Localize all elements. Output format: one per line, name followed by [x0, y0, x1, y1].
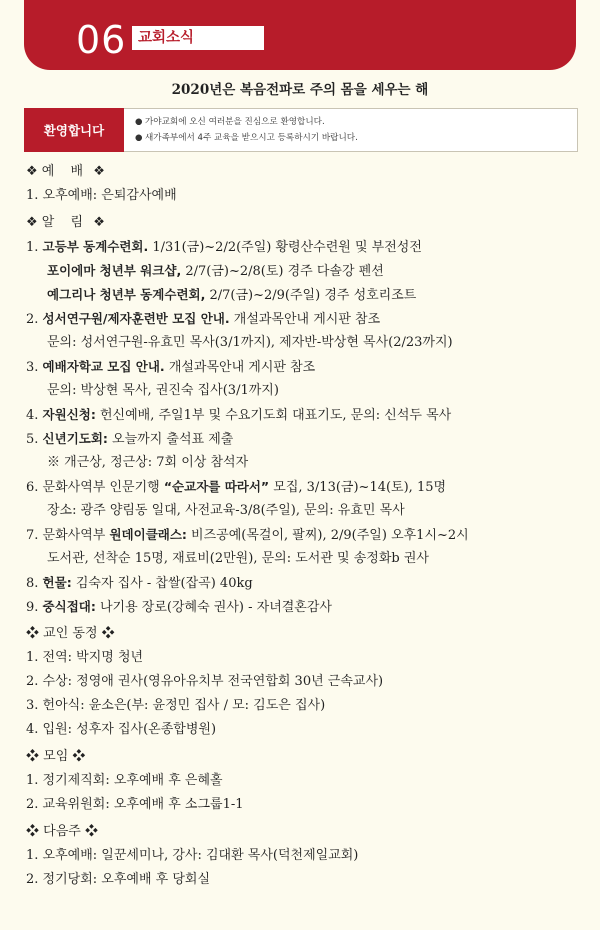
list-item: 3. 헌아식: 윤소은(부: 윤정민 집사 / 모: 김도은 집사) [26, 698, 326, 713]
welcome-box [24, 108, 578, 152]
list-item: 장소: 광주 양림동 일대, 사전교육-3/8(주일), 문의: 유효민 목사 [47, 503, 405, 518]
list-item: 도서관, 선착순 15명, 재료비(2만원), 문의: 도서관 및 송정화b 권사 [47, 551, 429, 566]
bullet-icon: ● [135, 133, 143, 143]
diamond-icon: ❖ [101, 626, 115, 641]
list-item: 2. 성서연구원/제자훈련반 모집 안내. 개설과목안내 게시판 참조 [26, 311, 381, 327]
list-item: 문의: 박상현 목사, 권진숙 집사(3/1까지) [47, 383, 279, 398]
section-heading-next-week: ❖ 다음주 ❖ [26, 824, 98, 839]
list-item: 문의: 성서연구원-유효민 목사(3/1까지), 제자반-박상현 목사(2/23까지) [47, 335, 453, 350]
news-content [26, 160, 576, 892]
list-item: 1. 고등부 동계수련회. 1/31(금)~2/2(주일) 황령산수련원 및 부전성전 [26, 239, 422, 255]
section-heading-notices: ❖ 알 림 ❖ [26, 215, 105, 230]
welcome-label: 환영합니다 [24, 108, 124, 152]
list-item: 1. 전역: 박지명 청년 [26, 650, 144, 665]
list-item: 5. 신년기도회: 오늘까지 출석표 제출 [26, 431, 234, 447]
list-item: 1. 정기제직회: 오후예배 후 은혜홀 [26, 773, 223, 788]
diamond-icon: ❖ [26, 164, 38, 179]
list-item: 4. 입원: 성후자 집사(온종합병원) [26, 722, 217, 737]
list-item: 2. 정기당회: 오후예배 후 당회실 [26, 872, 211, 887]
welcome-line: ● 가야교회에 오신 여러분을 진심으로 환영합니다. [135, 114, 358, 130]
list-item: 2. 수상: 정영애 권사(영유아유치부 전국연합회 30년 근속교사) [26, 674, 384, 689]
section-title: 교회소식 [132, 26, 264, 50]
list-item: 포이에마 청년부 워크샵, 2/7(금)~2/8(토) 경주 다솔강 펜션 [47, 263, 384, 279]
section-heading-worship: ❖ 예 배 ❖ [26, 164, 105, 179]
diamond-icon: ❖ [26, 626, 40, 641]
list-item: 2. 교육위원회: 오후예배 후 소그룹1-1 [26, 797, 244, 812]
diamond-icon: ❖ [84, 824, 98, 839]
yearly-motto: 2020년은 복음전파로 주의 몸을 세우는 해 [171, 82, 429, 98]
section-heading-meetings: ❖ 모임 ❖ [26, 749, 86, 764]
diamond-icon: ❖ [72, 749, 86, 764]
list-item: 6. 문화사역부 인문기행 “순교자를 따라서” 모집, 3/13(금)~14(토), 15명 [26, 479, 447, 495]
section-heading-members: ❖ 교인 동정 ❖ [26, 626, 115, 641]
diamond-icon: ❖ [93, 215, 105, 230]
list-item: 8. 헌물: 김숙자 집사 - 찹쌀(잡곡) 40kg [26, 575, 253, 591]
welcome-lines [135, 114, 358, 146]
diamond-icon: ❖ [26, 215, 38, 230]
diamond-icon: ❖ [26, 824, 40, 839]
list-item: 1. 오후예배: 은퇴감사예배 [26, 188, 177, 203]
diamond-icon: ❖ [93, 164, 105, 179]
list-item: 4. 자원신청: 헌신예배, 주일1부 및 수요기도회 대표기도, 문의: 신석두 목사 [26, 407, 452, 423]
diamond-icon: ❖ [26, 749, 40, 764]
section-number: 06 [76, 18, 127, 62]
bullet-icon: ● [135, 117, 143, 127]
list-item: 예그리나 청년부 동계수련회, 2/7(금)~2/9(주일) 경주 성호리조트 [47, 287, 417, 303]
list-item: 3. 예배자학교 모집 안내. 개설과목안내 게시판 참조 [26, 359, 316, 375]
welcome-line: ● 새가족부에서 4주 교육을 받으시고 등록하시기 바랍니다. [135, 130, 358, 146]
list-item: 9. 중식접대: 나기용 장로(강혜숙 권사) - 자녀결혼감사 [26, 599, 332, 615]
header-banner [24, 0, 576, 70]
list-item: 1. 오후예배: 일꾼세미나, 강사: 김대환 목사(덕천제일교회) [26, 848, 359, 863]
list-item: 7. 문화사역부 원데이클래스: 비즈공예(목걸이, 팔찌), 2/9(주일) 오후1시~2시 [26, 527, 469, 543]
list-item: ※ 개근상, 정근상: 7회 이상 참석자 [47, 455, 249, 470]
